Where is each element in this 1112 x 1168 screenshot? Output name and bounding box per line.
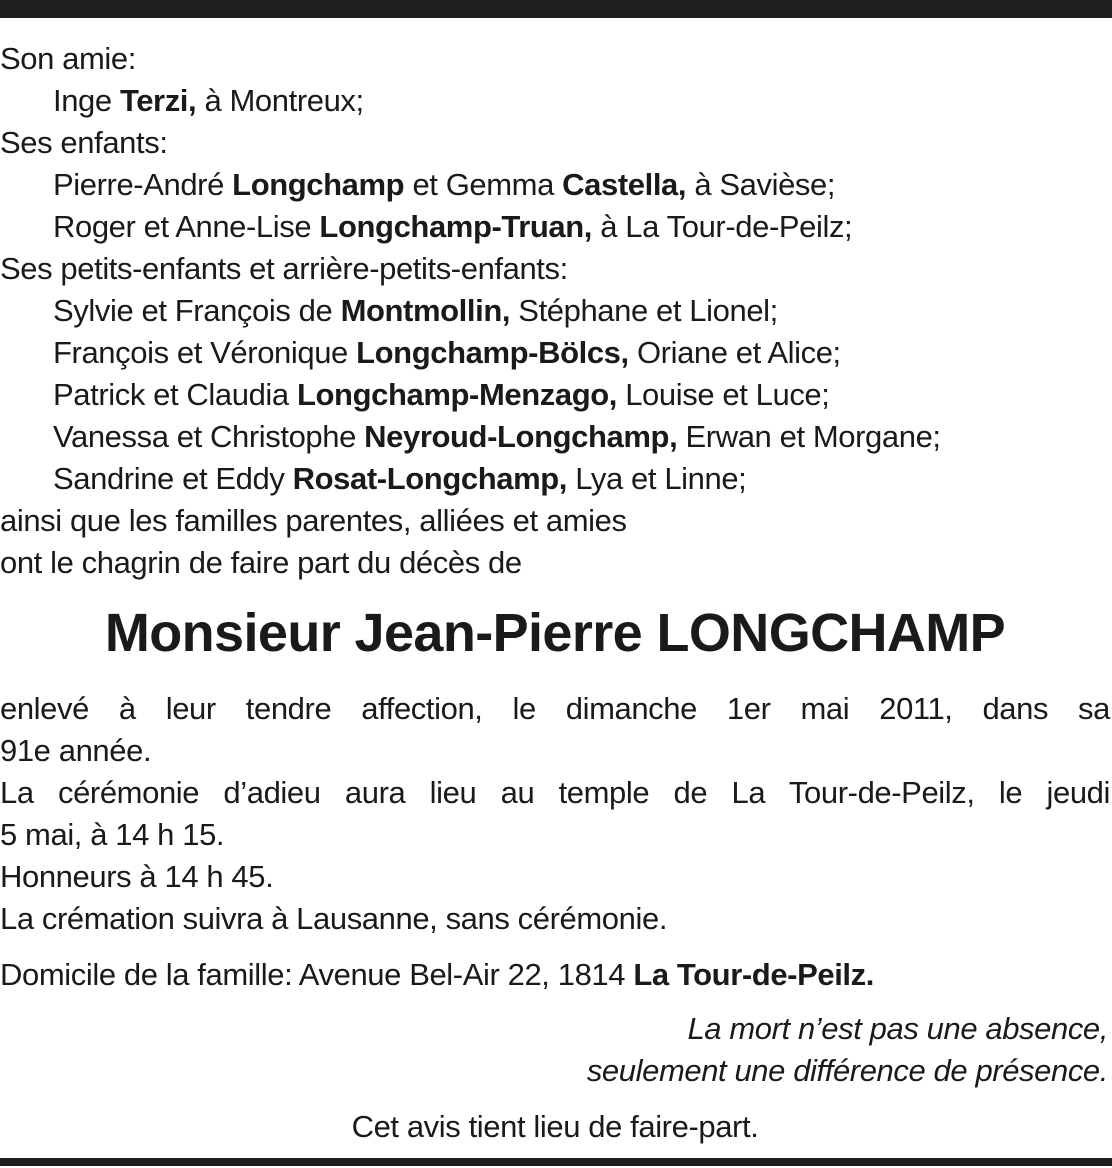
grandchild-first-names: Vanessa et Christophe <box>53 419 356 454</box>
child-partner-surname: Castella, <box>562 167 687 202</box>
death-line-end: 91e année. <box>0 733 152 768</box>
child-first-names: Pierre-André <box>53 167 224 202</box>
child-partner: et Gemma <box>412 167 554 202</box>
domicile-town: La Tour-de-Peilz. <box>633 957 874 992</box>
cremation-line: La crémation suivra à Lausanne, sans cérémonie. <box>0 901 668 936</box>
grandchild-line <box>0 416 1110 458</box>
grandchild-line <box>0 332 1110 374</box>
quote-line: seulement une différence de présence. <box>586 1053 1108 1088</box>
notice-footer: Cet avis tient lieu de faire-part. <box>351 1109 759 1144</box>
relatives-line: ainsi que les familles parentes, alliées et amies <box>0 503 627 538</box>
domicile-line <box>0 954 874 996</box>
child-line <box>0 206 1110 248</box>
domicile-address: Domicile de la famille: Avenue Bel-Air 22, 1814 <box>0 957 626 992</box>
grandchild-surname: Neyroud-Longchamp, <box>364 419 678 454</box>
ceremony-line: La cérémonie d’adieu aura lieu au temple de La Tour-de-Peilz, le jeudi <box>0 775 1110 810</box>
child-surname: Longchamp-Truan, <box>319 209 593 244</box>
deceased-name: Monsieur Jean-Pierre LONGCHAMP <box>104 603 1006 663</box>
top-rule <box>0 0 1112 18</box>
child-place: à Savièse; <box>694 167 836 202</box>
grandchild-first-names: Sandrine et Eddy <box>53 461 285 496</box>
quote-line: La mort n’est pas une absence, <box>687 1011 1108 1046</box>
grandchild-first-names: Sylvie et François de <box>53 293 333 328</box>
grandchild-first-names: François et Véronique <box>53 335 348 370</box>
announce-line: ont le chagrin de faire part du décès de <box>0 545 522 580</box>
grandchild-surname: Longchamp-Menzago, <box>296 377 617 412</box>
grandchild-surname: Montmollin, <box>340 293 511 328</box>
great-grandchildren: Lya et Linne; <box>575 461 747 496</box>
great-grandchildren: Erwan et Morgane; <box>685 419 941 454</box>
honours-line: Honneurs à 14 h 45. <box>0 859 274 894</box>
friend-place: à Montreux; <box>204 83 364 118</box>
friend-last-name: Terzi, <box>119 83 197 118</box>
ceremony-line-end: 5 mai, à 14 h 15. <box>0 817 225 852</box>
friend-first-name: Inge <box>53 83 112 118</box>
child-first-names: Roger et Anne-Lise <box>53 209 312 244</box>
grandchild-surname: Longchamp-Bölcs, <box>356 335 629 370</box>
grandchild-line <box>0 374 1110 416</box>
bottom-rule <box>0 1158 1112 1166</box>
death-details <box>0 688 1110 940</box>
grandchild-surname: Rosat-Longchamp, <box>292 461 567 496</box>
children-heading: Ses enfants: <box>0 125 168 160</box>
great-grandchildren: Oriane et Alice; <box>636 335 841 370</box>
grandchild-first-names: Patrick et Claudia <box>53 377 289 412</box>
child-line <box>0 164 1110 206</box>
friend-line <box>0 80 1110 122</box>
great-grandchildren: Stéphane et Lionel; <box>518 293 778 328</box>
grandchild-line <box>0 458 1110 500</box>
family-list <box>0 38 1110 584</box>
child-place: à La Tour-de-Peilz; <box>600 209 853 244</box>
friend-heading: Son amie: <box>0 41 136 76</box>
grandchild-line <box>0 290 1110 332</box>
child-surname: Longchamp <box>232 167 405 202</box>
great-grandchildren: Louise et Luce; <box>625 377 830 412</box>
death-line: enlevé à leur tendre affection, le dimanche 1er mai 2011, dans sa <box>0 691 1110 726</box>
epitaph-quote <box>587 1008 1108 1092</box>
grandchildren-heading: Ses petits-enfants et arrière-petits-enfants: <box>0 251 568 286</box>
